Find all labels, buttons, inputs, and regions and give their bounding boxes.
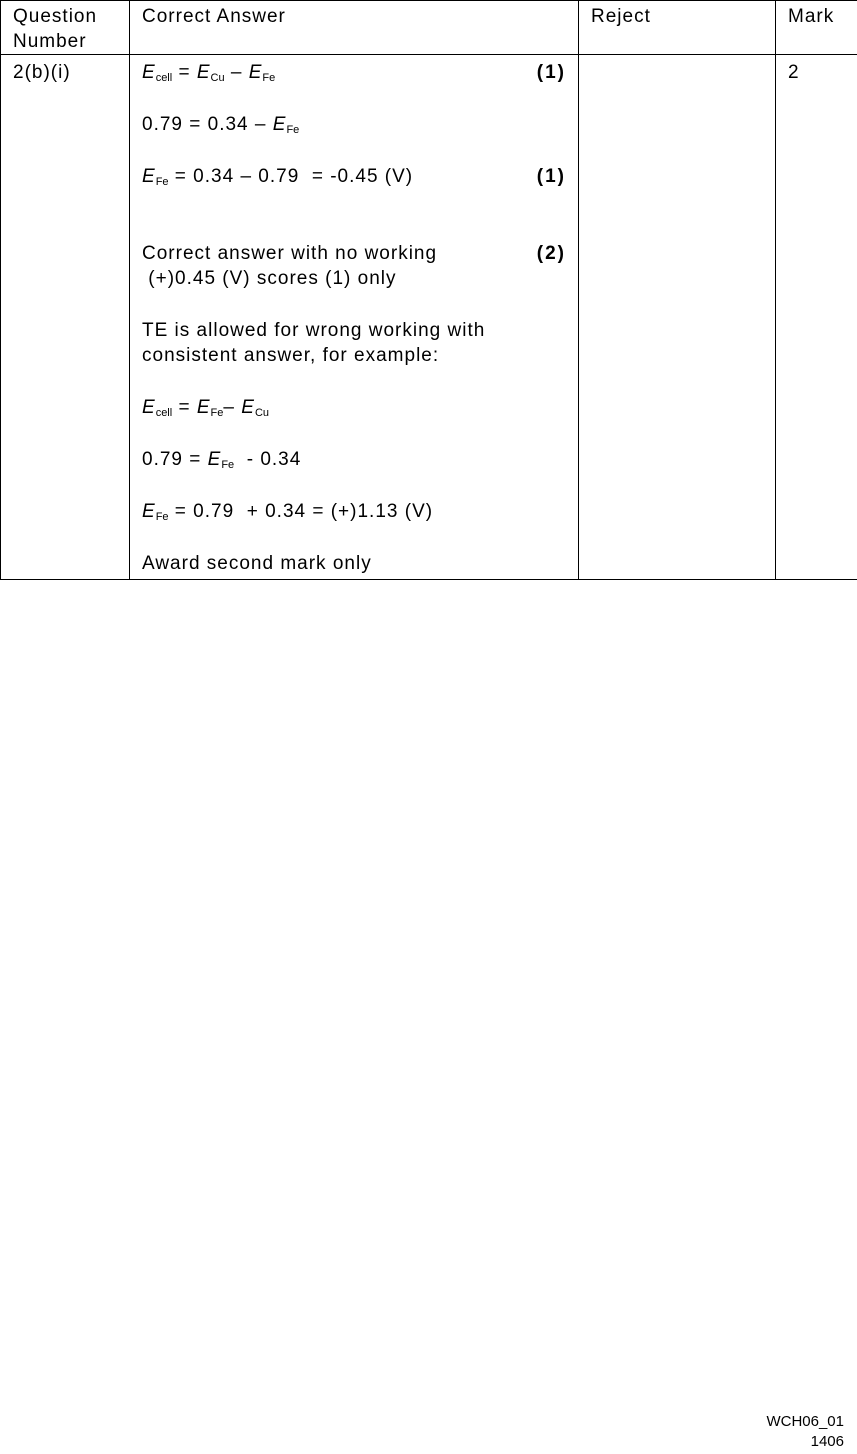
answer-line-11: Award second mark only: [142, 553, 372, 574]
answer-line-3: $E_{Fe} = 0.34 - 0.79 = -0.45$ (V) (1): [142, 166, 566, 188]
mark-scheme-table: [0, 0, 857, 580]
answer-line-9: $0.79 = E_{Fe} - 0.34$: [142, 449, 302, 471]
header-reject: Reject: [579, 1, 776, 55]
answer-line-5: (+)0.45 (V) scores (1) only: [142, 268, 397, 289]
reject-cell: [579, 55, 776, 580]
header-correct-answer: Correct Answer: [130, 1, 579, 55]
mark-allocation: (1): [536, 166, 566, 187]
question-number-cell: 2(b)(i): [1, 55, 130, 580]
header-mark: Mark: [776, 1, 857, 55]
mark-allocation: (2): [536, 243, 566, 264]
answer-line-7: consistent answer, for example:: [142, 345, 440, 366]
answer-line-2: $0.79 = 0.34 - E_{Fe}$: [142, 114, 300, 136]
exam-date: 1406: [810, 1433, 844, 1450]
answer-line-8: $E_{cell} = E_{Fe}-$ $E_{Cu}$: [142, 397, 269, 419]
answer-line-10: $E_{Fe} = 0.79 + 0.34 = (+)1.13$ (V): [142, 501, 434, 523]
header-row: [1, 1, 857, 55]
mark-cell: 2: [776, 55, 857, 580]
answer-line-1: $E_{cell} = E_{Cu} - E_{Fe}$ (1): [142, 62, 566, 84]
correct-answer-cell: [130, 55, 579, 580]
header-question-number: Question Number: [1, 1, 130, 55]
table-row: [1, 55, 857, 580]
answer-line-6: TE is allowed for wrong working with: [142, 320, 486, 341]
page-footer: [766, 1412, 844, 1452]
answer-line-4: Correct answer with no working (2): [142, 243, 566, 264]
mark-allocation: (1): [536, 62, 566, 83]
paper-code: WCH06_01: [766, 1413, 844, 1430]
